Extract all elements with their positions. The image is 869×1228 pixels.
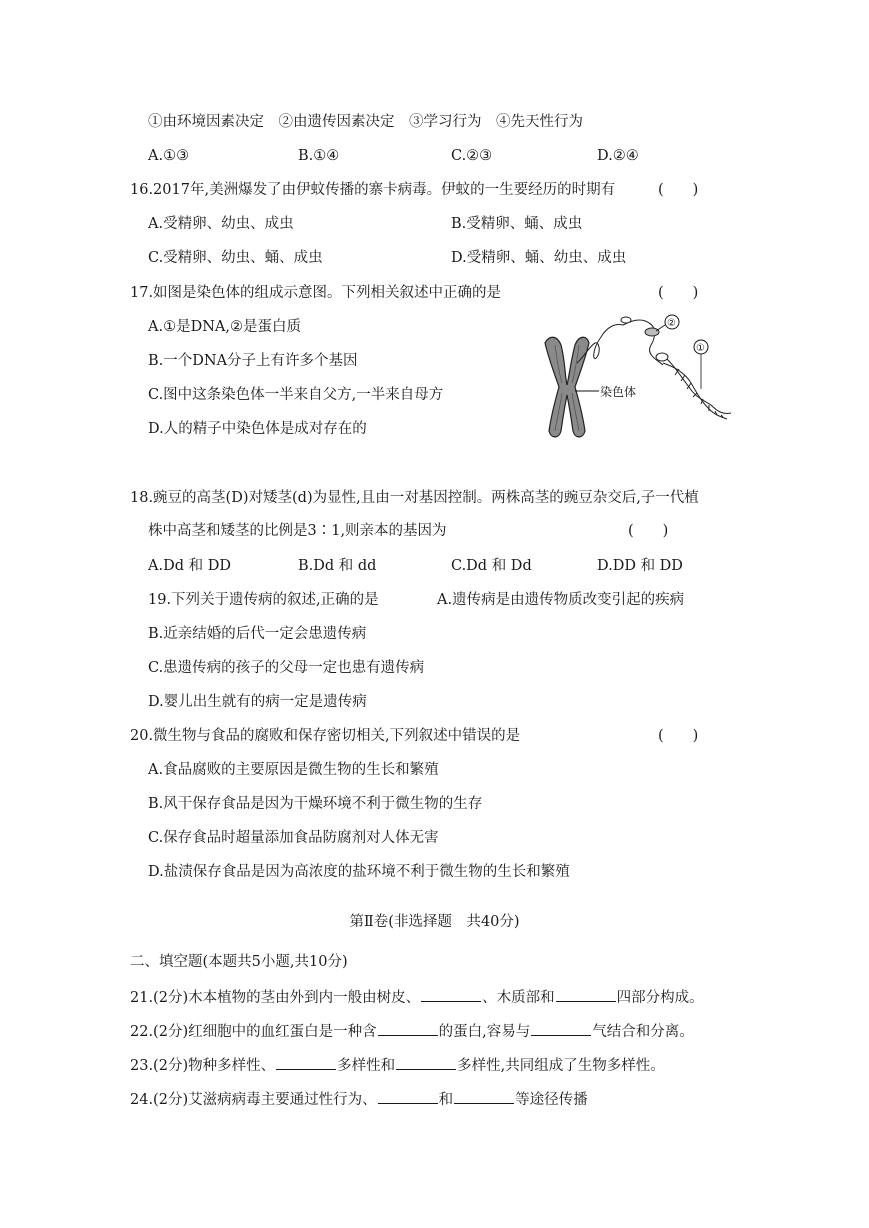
section2-heading: 二、填空题(本题共5小题,共10分) — [130, 954, 348, 970]
q23-text-3: 多样性,共同组成了生物多样性。 — [457, 1058, 665, 1074]
q18-option-a: A.Dd 和 DD — [148, 558, 231, 574]
double-helix — [663, 359, 731, 419]
q18-option-b: B.Dd 和 dd — [298, 558, 377, 574]
q23 — [130, 1054, 665, 1076]
q21-text-1: 21.(2分)木本植物的茎由外到内一般由树皮、 — [130, 990, 421, 1006]
q24-blank-2[interactable] — [454, 1088, 514, 1104]
chromosome-shape — [545, 337, 589, 437]
q21-blank-2[interactable] — [556, 986, 616, 1002]
q21-text-3: 四部分构成。 — [616, 990, 704, 1006]
label-1: ① — [696, 343, 705, 354]
q18-option-c: C.Dd 和 Dd — [451, 558, 532, 574]
protein-bead — [621, 317, 631, 323]
q16-stem: 16.2017年,美洲爆发了由伊蚊传播的寨卡病毒。伊蚊的一生要经历的时期有 — [130, 182, 616, 198]
q15-option-b: B.①④ — [298, 148, 340, 164]
q20-option-d: D.盐渍保存食品是因为高浓度的盐环境不利于微生物的生长和繁殖 — [148, 864, 570, 880]
q23-blank-2[interactable] — [396, 1054, 456, 1070]
q23-text-1: 23.(2分)物种多样性、 — [130, 1058, 276, 1074]
q21 — [130, 986, 704, 1008]
dna-strand — [577, 320, 663, 365]
q16-option-a: A.受精卵、幼虫、成虫 — [148, 216, 294, 232]
q20-answer-paren: ( ) — [658, 728, 699, 744]
q19-option-a: A.遗传病是由遗传物质改变引起的疾病 — [437, 592, 685, 608]
q16-option-b: B.受精卵、蛹、成虫 — [451, 216, 583, 232]
chromosome-label: 染色体 — [600, 385, 637, 399]
q15-option-c: C.②③ — [451, 148, 493, 164]
q24-text-2: 和 — [438, 1092, 454, 1108]
q20-option-a: A.食品腐败的主要原因是微生物的生长和繁殖 — [148, 762, 439, 778]
q24 — [130, 1088, 588, 1110]
q21-blank-1[interactable] — [421, 986, 481, 1002]
q15-items: ①由环境因素决定 ②由遗传因素决定 ③学习行为 ④先天性行为 — [148, 114, 583, 130]
q18-stem-line1: 18.豌豆的高茎(D)对矮茎(d)为显性,且由一对基因控制。两株高茎的豌豆杂交后,子一代植 — [130, 490, 699, 506]
q16-option-d: D.受精卵、蛹、幼虫、成虫 — [451, 250, 627, 266]
q15-option-d: D.②④ — [597, 148, 639, 164]
q18-answer-paren: ( ) — [628, 523, 669, 539]
q22-blank-1[interactable] — [378, 1020, 438, 1036]
q21-text-2: 、木质部和 — [482, 990, 555, 1006]
q17-option-a: A.①是DNA,②是蛋白质 — [148, 319, 301, 335]
q22-text-1: 22.(2分)红细胞中的血红蛋白是一种含 — [130, 1024, 377, 1040]
q22-text-2: 的蛋白,容易与 — [438, 1024, 531, 1040]
q18-option-d: D.DD 和 DD — [597, 558, 683, 574]
protein-bead — [656, 353, 668, 361]
q22-blank-2[interactable] — [531, 1020, 591, 1036]
q22 — [130, 1020, 694, 1042]
q20-option-b: B.风干保存食品是因为干燥环境不利于微生物的生存 — [148, 796, 483, 812]
q23-blank-1[interactable] — [276, 1054, 336, 1070]
q24-text-3: 等途径传播 — [515, 1092, 588, 1108]
protein-bead — [645, 328, 659, 336]
q19-stem: 19.下列关于遗传病的叙述,正确的是 — [148, 592, 379, 608]
q15-option-a: A.①③ — [148, 148, 190, 164]
q17-stem: 17.如图是染色体的组成示意图。下列相关叙述中正确的是 — [130, 285, 502, 301]
q22-text-3: 气结合和分离。 — [592, 1024, 694, 1040]
q16-answer-paren: ( ) — [658, 182, 699, 198]
chromosome-diagram — [535, 305, 750, 445]
q20-option-c: C.保存食品时超量添加食品防腐剂对人体无害 — [148, 830, 439, 846]
label-2: ② — [667, 318, 676, 329]
q23-text-2: 多样性和 — [337, 1058, 396, 1074]
q20-stem: 20.微生物与食品的腐败和保存密切相关,下列叙述中错误的是 — [130, 728, 521, 744]
q19-option-b: B.近亲结婚的后代一定会患遗传病 — [148, 626, 367, 642]
q24-text-1: 24.(2分)艾滋病病毒主要通过性行为、 — [130, 1092, 377, 1108]
q17-option-d: D.人的精子中染色体是成对存在的 — [148, 421, 367, 437]
q19-option-d: D.婴儿出生就有的病一定是遗传病 — [148, 694, 367, 710]
q17-option-c: C.图中这条染色体一半来自父方,一半来自母方 — [148, 387, 444, 403]
q16-option-c: C.受精卵、幼虫、蛹、成虫 — [148, 250, 323, 266]
label-2-pointer — [656, 325, 665, 331]
q17-answer-paren: ( ) — [658, 285, 699, 301]
q24-blank-1[interactable] — [378, 1088, 438, 1104]
q17-option-b: B.一个DNA分子上有许多个基因 — [148, 353, 358, 369]
q19-option-c: C.患遗传病的孩子的父母一定也患有遗传病 — [148, 660, 425, 676]
section2-title: 第Ⅱ卷(非选择题 共40分) — [349, 914, 520, 930]
q18-stem-line2: 株中高茎和矮茎的比例是3∶1,则亲本的基因为 — [148, 523, 447, 539]
